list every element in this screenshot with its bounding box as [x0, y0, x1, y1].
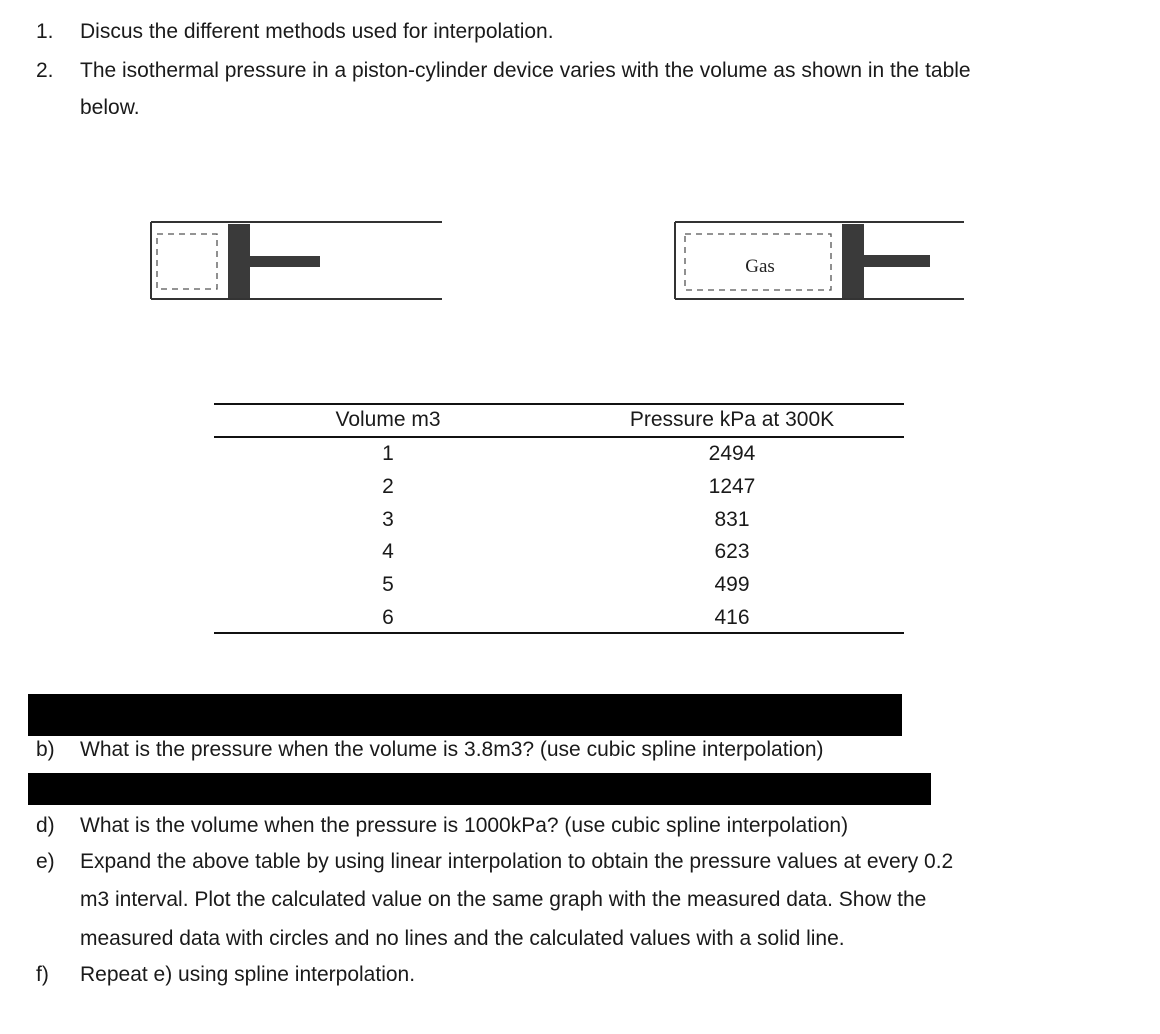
piston-cylinder-figure-expanded — [672, 218, 966, 304]
column-header-volume: Volume m3 — [335, 408, 441, 431]
table-cell-pressure: 623 — [714, 540, 750, 563]
part-b-letter: b) — [36, 738, 55, 761]
table-cell-volume: 1 — [382, 442, 394, 465]
gas-label: Gas — [745, 256, 775, 277]
part-e-text: measured data with circles and no lines and the calculated values with a solid line. — [80, 927, 845, 950]
part-d-text: What is the volume when the pressure is 1000kPa? (use cubic spline interpolation) — [80, 814, 849, 837]
question-1-number: 1. — [36, 20, 54, 43]
part-b-text: What is the pressure when the volume is 3.8m3? (use cubic spline interpolation) — [80, 738, 824, 761]
question-2-text: The isothermal pressure in a piston-cylinder device varies with the volume as shown in the table — [80, 59, 971, 82]
table-cell-pressure: 2494 — [708, 442, 756, 465]
table-header-rule — [214, 436, 904, 438]
table-cell-pressure: 1247 — [708, 475, 756, 498]
column-header-pressure: Pressure kPa at 300K — [629, 408, 835, 431]
question-1-text: Discus the different methods used for interpolation. — [80, 20, 554, 43]
part-e-text: Expand the above table by using linear interpolation to obtain the pressure values at every 0.2 — [80, 850, 954, 873]
table-cell-volume: 6 — [382, 606, 394, 629]
part-e-letter: e) — [36, 850, 55, 873]
table-bottom-rule — [214, 632, 904, 634]
part-d-letter: d) — [36, 814, 55, 837]
question-2-number: 2. — [36, 59, 54, 82]
table-cell-volume: 3 — [382, 508, 394, 531]
table-cell-pressure: 499 — [714, 573, 750, 596]
redaction-bar — [28, 694, 902, 736]
table-cell-pressure: 416 — [714, 606, 750, 629]
part-f-letter: f) — [36, 963, 49, 986]
part-f-text: Repeat e) using spline interpolation. — [80, 963, 416, 986]
piston-cylinder-figure-compressed — [148, 218, 444, 304]
table-cell-volume: 5 — [382, 573, 394, 596]
table-cell-pressure: 831 — [714, 508, 750, 531]
table-cell-volume: 4 — [382, 540, 394, 563]
redaction-bar — [28, 773, 931, 805]
part-e-text: m3 interval. Plot the calculated value on the same graph with the measured data. Show the — [80, 888, 927, 911]
table-top-rule — [214, 403, 904, 405]
question-2-continuation-text: below. — [80, 96, 140, 119]
table-cell-volume: 2 — [382, 475, 394, 498]
